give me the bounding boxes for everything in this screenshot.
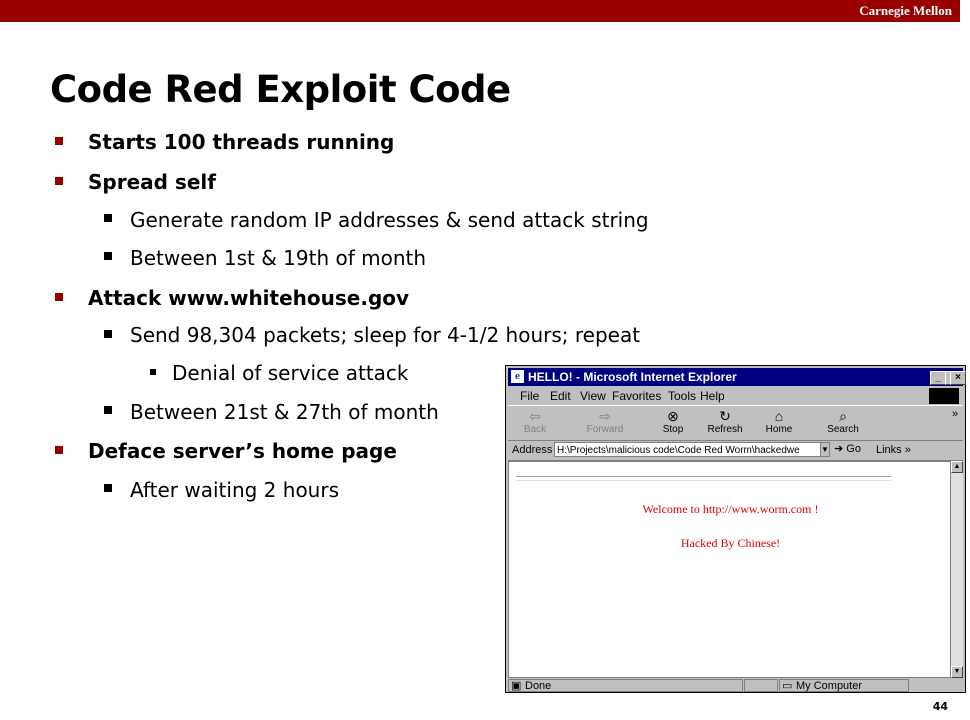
address-input[interactable]: H:\Projects\malicious code\Code Red Worm\hackedwe bbox=[554, 442, 828, 457]
slide-title: Code Red Exploit Code bbox=[50, 68, 511, 111]
bullet-item: Starts 100 threads running bbox=[88, 130, 395, 154]
bullet-item: Between 1st & 19th of month bbox=[130, 246, 427, 270]
stop-button[interactable] bbox=[650, 408, 696, 438]
hacked-text: Hacked By Chinese! bbox=[680, 536, 781, 550]
home-button[interactable] bbox=[756, 408, 802, 438]
menu-view[interactable]: View bbox=[580, 389, 606, 403]
stop-label: Stop bbox=[662, 424, 684, 435]
windows-logo-icon bbox=[929, 388, 959, 404]
menu-file[interactable]: File bbox=[520, 389, 540, 403]
bullet-item: Between 21st & 27th of month bbox=[130, 400, 439, 424]
menu-favorites[interactable]: Favorites bbox=[612, 389, 662, 403]
bullet-marker bbox=[55, 446, 63, 454]
bullet-item: Denial of service attack bbox=[172, 361, 409, 385]
go-label: Go bbox=[846, 443, 861, 455]
refresh-icon: ↻ bbox=[719, 408, 731, 424]
go-button[interactable] bbox=[834, 442, 868, 457]
page-number: 44 bbox=[932, 700, 948, 713]
vertical-scrollbar[interactable] bbox=[951, 461, 963, 678]
zone-text: My Computer bbox=[796, 680, 863, 692]
forward-label: Forward bbox=[586, 424, 624, 435]
bullet-marker bbox=[104, 484, 112, 492]
computer-icon: ▭ bbox=[782, 680, 793, 692]
bullet-item: Deface server’s home page bbox=[88, 439, 397, 463]
status-segment bbox=[744, 679, 778, 692]
bullet-marker bbox=[55, 177, 63, 185]
back-label: Back bbox=[523, 424, 547, 435]
bullet-item: Generate random IP addresses & send attack string bbox=[130, 208, 649, 232]
search-icon: ⌕ bbox=[839, 408, 847, 424]
search-button[interactable] bbox=[820, 408, 866, 438]
bullet-marker bbox=[104, 330, 112, 338]
browser-toolbar bbox=[508, 405, 963, 441]
stop-icon: ⊗ bbox=[667, 408, 679, 424]
horizontal-rule bbox=[516, 476, 891, 481]
browser-window bbox=[505, 365, 966, 693]
scroll-down-icon[interactable]: ▼ bbox=[951, 666, 963, 678]
close-icon[interactable]: × bbox=[950, 371, 966, 385]
header-bar bbox=[0, 0, 960, 22]
back-arrow-icon: ⇦ bbox=[529, 408, 541, 424]
brand-label: Carnegie Mellon bbox=[859, 3, 952, 18]
address-label: Address bbox=[512, 444, 553, 456]
page-done-icon: ▣ bbox=[511, 680, 522, 692]
bullet-marker bbox=[104, 406, 112, 414]
bullet-item: Spread self bbox=[88, 170, 216, 194]
browser-screenshot bbox=[505, 365, 970, 695]
links-button[interactable]: Links » bbox=[876, 444, 911, 456]
menu-bar bbox=[508, 387, 963, 405]
forward-button[interactable] bbox=[582, 408, 628, 438]
go-arrow-icon: ➜ bbox=[834, 443, 844, 455]
address-bar bbox=[508, 440, 963, 461]
search-label: Search bbox=[827, 424, 859, 435]
back-button[interactable] bbox=[512, 408, 558, 438]
browser-title: HELLO! - Microsoft Internet Explorer bbox=[528, 370, 737, 384]
scroll-up-icon[interactable]: ▲ bbox=[951, 461, 963, 473]
ie-logo-icon: e bbox=[511, 370, 524, 383]
address-dropdown-icon[interactable]: ▼ bbox=[820, 442, 830, 457]
browser-titlebar bbox=[508, 368, 963, 386]
bullet-item: Send 98,304 packets; sleep for 4-1/2 hours; repeat bbox=[130, 323, 641, 347]
home-label: Home bbox=[765, 424, 793, 435]
bullet-item: Attack www.whitehouse.gov bbox=[88, 286, 410, 310]
menu-edit[interactable]: Edit bbox=[550, 389, 571, 403]
minimize-icon[interactable]: _ bbox=[930, 371, 946, 385]
refresh-label: Refresh bbox=[707, 424, 743, 435]
page-content bbox=[508, 461, 951, 678]
toolbar-chevron-icon[interactable]: » bbox=[952, 408, 959, 420]
bullet-marker bbox=[104, 252, 112, 260]
status-bar bbox=[508, 679, 963, 692]
home-icon: ⌂ bbox=[774, 408, 784, 424]
refresh-button[interactable] bbox=[702, 408, 748, 438]
welcome-text: Welcome to http://www.worm.com ! bbox=[642, 502, 819, 516]
bullet-marker bbox=[104, 214, 112, 222]
status-text: Done bbox=[525, 680, 552, 692]
bullet-marker bbox=[150, 369, 156, 375]
bullet-marker bbox=[55, 293, 63, 301]
menu-help[interactable]: Help bbox=[700, 389, 725, 403]
bullet-marker bbox=[55, 137, 63, 145]
forward-arrow-icon: ⇨ bbox=[599, 408, 611, 424]
bullet-item: After waiting 2 hours bbox=[130, 478, 339, 502]
menu-tools[interactable]: Tools bbox=[668, 389, 697, 403]
